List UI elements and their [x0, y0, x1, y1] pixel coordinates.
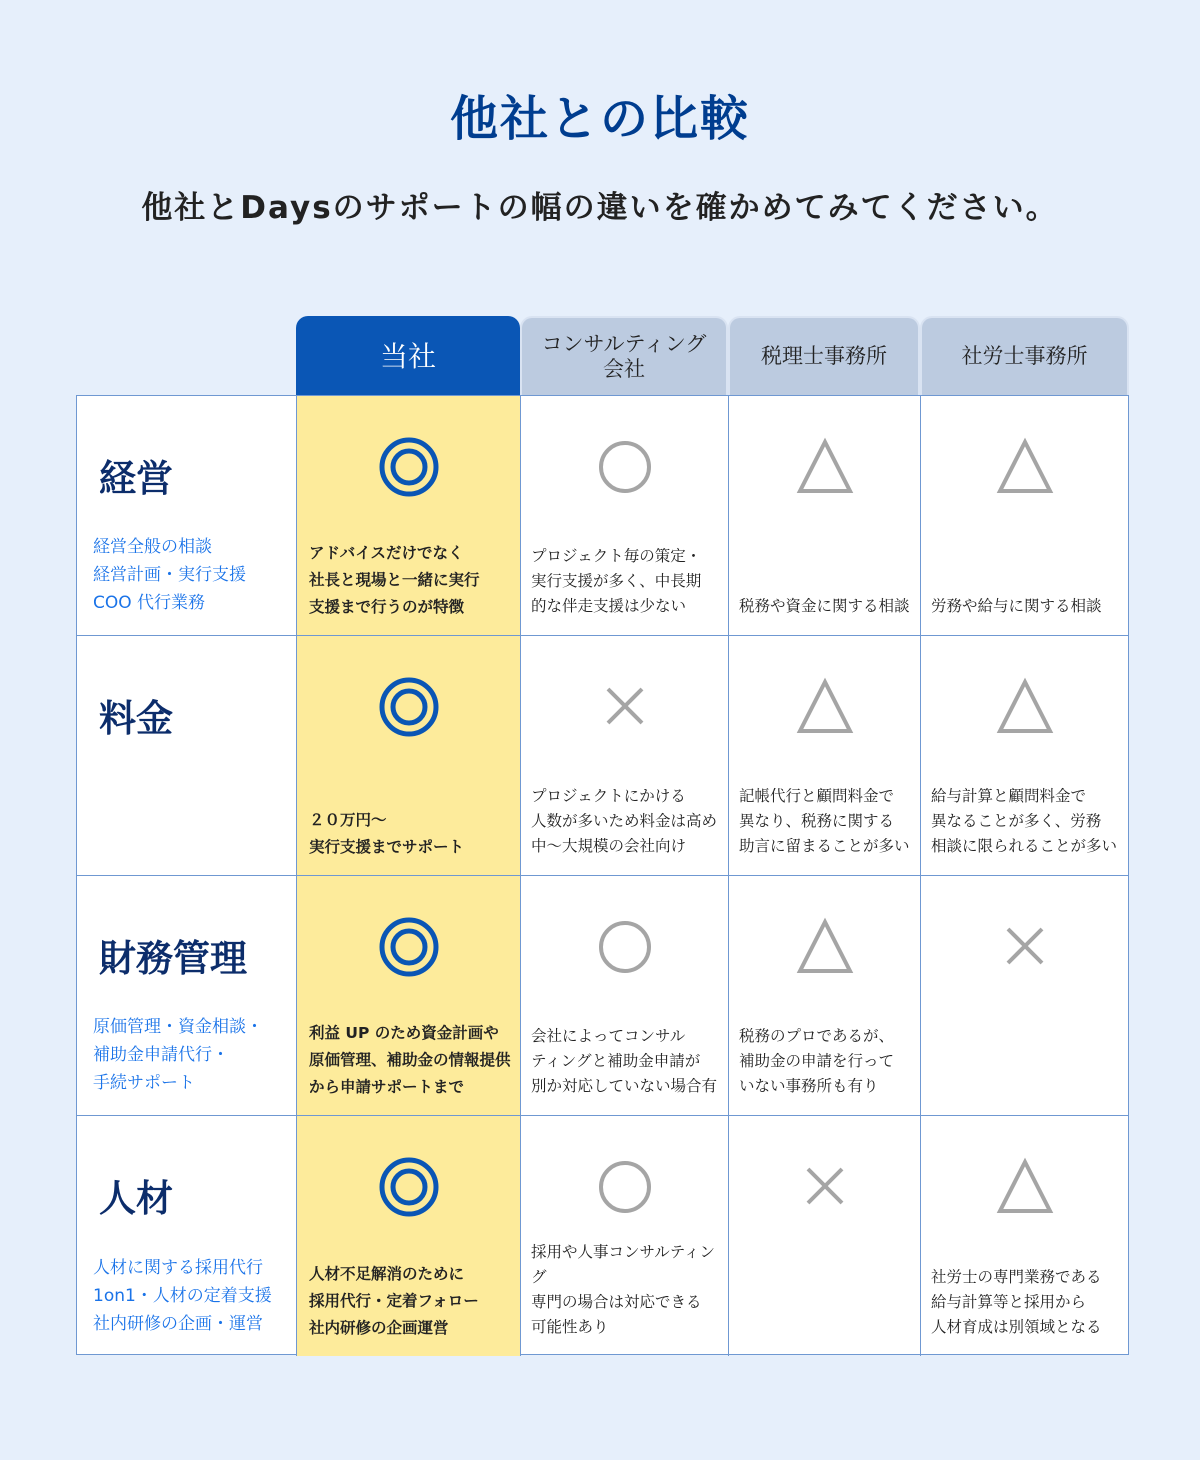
column-header-labor-office [920, 316, 1129, 395]
comparison-cell [297, 1116, 521, 1356]
triangle-icon [921, 1154, 1129, 1220]
row-header [77, 876, 297, 1116]
comparison-cell [921, 1116, 1129, 1356]
double-circle-icon [297, 914, 520, 980]
comparison-table [76, 395, 1129, 1355]
cell-description: 採用や人事コンサルティング 専門の場合は対応できる 可能性あり [531, 1243, 715, 1336]
comparison-cell [729, 1116, 921, 1356]
cell-description: 税務や資金に関する相談 [739, 597, 910, 615]
triangle-icon [921, 674, 1129, 740]
cell-description: 社労士の専門業務である 給与計算等と採用から 人材育成は別領域となる [931, 1268, 1102, 1336]
cell-description: 利益 UP のため資金計画や 原価管理、補助金の情報提供 から申請サポートまで [309, 1024, 511, 1096]
double-circle-icon [297, 674, 520, 740]
comparison-cell [921, 876, 1129, 1116]
page-title: 他社との比較 [449, 91, 750, 147]
comparison-cell [729, 396, 921, 636]
comparison-cell [729, 636, 921, 876]
circle-icon [521, 1154, 728, 1220]
column-header-tax-office [728, 316, 920, 395]
cell-description: 給与計算と顧問料金で 異なることが多く、労務 相談に限られることが多い [931, 787, 1118, 855]
row-title: 経営 [99, 457, 173, 500]
column-header-ours [296, 316, 520, 395]
page-subtitle: 他社とDaysのサポートの幅の違いを確かめてみてください。 [141, 190, 1059, 226]
cell-description: プロジェクトにかける 人数が多いため料金は高め 中〜大規模の会社向け [531, 787, 718, 855]
cell-description: 労務や給与に関する相談 [931, 597, 1102, 615]
row-title: 料金 [99, 697, 173, 740]
comparison-cell [521, 396, 729, 636]
column-label: 税理士事務所 [761, 344, 887, 368]
comparison-cell [297, 876, 521, 1116]
row-title: 財務管理 [99, 937, 247, 980]
cell-description: ２０万円〜 実行支援までサポート [309, 811, 465, 856]
comparison-cell [521, 876, 729, 1116]
cross-icon [729, 1154, 920, 1220]
comparison-cell [521, 1116, 729, 1356]
triangle-icon [729, 434, 920, 500]
row-header [77, 636, 297, 876]
row-header [77, 396, 297, 636]
column-label: 当社 [379, 340, 436, 373]
cell-description: 会社によってコンサル ティングと補助金申請が 別か対応していない場合有 [531, 1027, 718, 1095]
cross-icon [521, 674, 728, 740]
cell-description: 記帳代行と顧問料金で 異なり、税務に関する 助言に留まることが多い [739, 787, 910, 855]
triangle-icon [729, 914, 920, 980]
comparison-cell [921, 396, 1129, 636]
column-header-consulting [520, 316, 728, 395]
column-label: 社労士事務所 [961, 344, 1088, 368]
comparison-cell [729, 876, 921, 1116]
cell-description: アドバイスだけでなく 社長と現場と一緒に実行 支援まで行うのが特徴 [309, 544, 480, 616]
row-title: 人材 [99, 1177, 173, 1220]
row-subtitle: 人材に関する採用代行 1on1・人材の定着支援 社内研修の企画・運営 [93, 1258, 272, 1334]
double-circle-icon [297, 1154, 520, 1220]
circle-icon [521, 434, 728, 500]
comparison-cell [921, 636, 1129, 876]
triangle-icon [921, 434, 1129, 500]
circle-icon [521, 914, 728, 980]
comparison-cell [521, 636, 729, 876]
row-header [77, 1116, 297, 1356]
triangle-icon [729, 674, 920, 740]
column-label: コンサルティング 会社 [541, 331, 707, 381]
comparison-cell [297, 396, 521, 636]
row-subtitle: 原価管理・資金相談・ 補助金申請代行・ 手続サポート [93, 1017, 263, 1093]
cross-icon [921, 914, 1129, 980]
row-subtitle: 経営全般の相談 経営計画・実行支援 COO 代行業務 [93, 537, 246, 613]
cell-description: 人材不足解消のために 採用代行・定着フォロー 社内研修の企画運営 [309, 1265, 479, 1337]
cell-description: 税務のプロであるが、 補助金の申請を行って いない事務所も有り [739, 1027, 895, 1095]
comparison-cell [297, 636, 521, 876]
double-circle-icon [297, 434, 520, 500]
cell-description: プロジェクト毎の策定・ 実行支援が多く、中長期 的な伴走支援は少ない [531, 547, 702, 615]
